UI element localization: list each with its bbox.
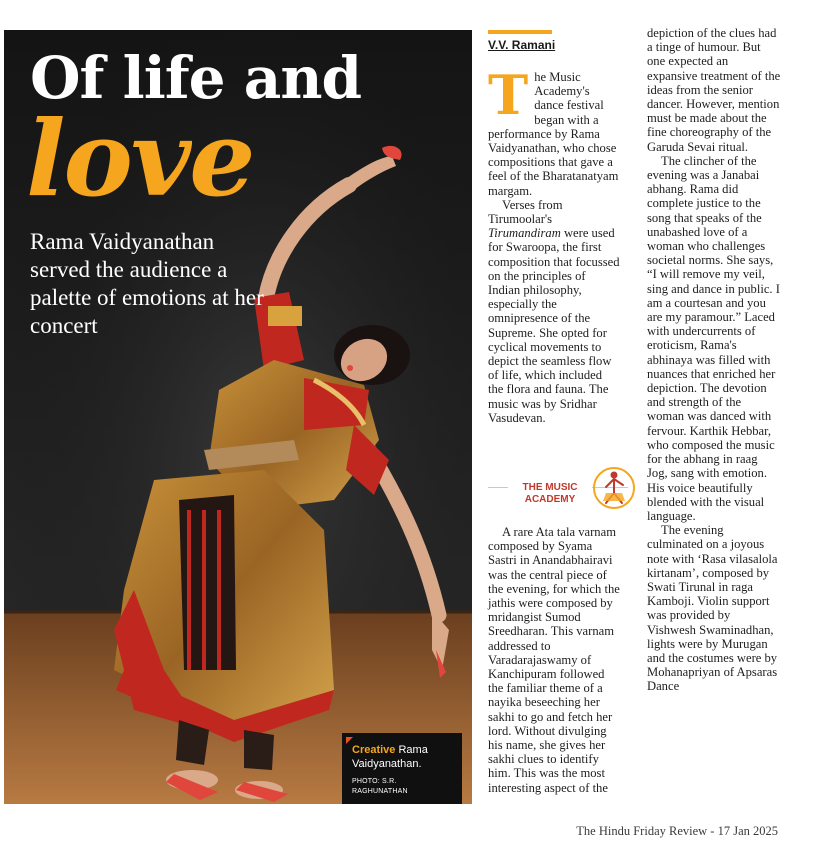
paragraph-2 bbox=[488, 198, 620, 425]
paragraph-4: The clincher of the evening was a Janabai abhang. Rama did complete justice to the song that speaks of the unabashed love of a woman who challenges societal norms. She says, “I will remove my veil, sing and dance in public. I am a courtesan and you are my paramour.” Laced with undercurrents of eroticism, Rama's abhinaya was filled with nuances that enriched her depiction. The devotion and strength of the woman was danced with fervour. Karthik Hebbar, who composed the music for the abhang in raag Jog, sang with emotion. His voice beautifully blended with the visual language. bbox=[647, 153, 780, 523]
caption-name-2: Vaidyanathan. bbox=[352, 758, 422, 770]
feature-photo bbox=[4, 30, 472, 804]
byline: V.V. Ramani bbox=[488, 38, 556, 52]
paragraph-3-continued: depiction of the clues had a tinge of humour. But one expected an expansive treatment of the ideas from the senior dancer. However, mention must be made about the fine choreography of the Garuda Sevai ritual. bbox=[647, 26, 781, 154]
article-column-1-top bbox=[488, 63, 620, 425]
photo-caption bbox=[342, 733, 462, 804]
paragraph-2-post: were used for Swaroopa, the first composition that focussed on the principles of Indian philosophy, especially the omnipresence of the Supreme. She opted for cyclical movements to depict the seamless flow of life, which included the flora and fauna. The music was by Sridhar Vasudevan. bbox=[488, 226, 620, 425]
caption-line-1 bbox=[352, 743, 454, 757]
caption-marker-icon bbox=[346, 737, 353, 744]
logo-text bbox=[508, 482, 592, 506]
byline-rule bbox=[488, 30, 552, 34]
headline-accent-word: love bbox=[26, 97, 254, 220]
music-academy-logo bbox=[488, 465, 638, 513]
drop-cap: T bbox=[488, 63, 529, 127]
photo-credit: PHOTO: S.R. RAGHUNATHAN bbox=[352, 778, 408, 795]
article-column-2 bbox=[647, 26, 781, 694]
dancer-icon bbox=[592, 465, 636, 511]
article-column-1-bottom bbox=[488, 525, 620, 795]
logo-line-2: ACADEMY bbox=[524, 494, 576, 505]
paragraph-2-italic: Tirumandiram bbox=[488, 226, 561, 241]
standfirst: Rama Vaidyanathan served the audience a palette of emotions at her concert bbox=[30, 229, 264, 338]
paragraph-1-text: he Music Academy's dance festival began with a performance by Rama Vaidyanathan, who chose compositions that gave a feel of the Bharatanatyam margam. bbox=[488, 70, 619, 198]
headline: Of life and bbox=[30, 44, 362, 112]
paragraph-5: The evening culminated on a joyous note with ‘Rasa vilasalola kirtanam’, composed by Swati Tirunal in raga Kamboji. Violin support was provided by Vishwesh Swaminadhan, lights were by Murugan and the costumes were by Mohanapriyan of Apsaras Dance bbox=[647, 523, 778, 694]
caption-name-1: Rama bbox=[395, 744, 428, 756]
publication-footer: The Hindu Friday Review - 17 Jan 2025 bbox=[576, 824, 778, 838]
logo-line-1: THE MUSIC bbox=[522, 482, 578, 493]
paragraph-3: A rare Ata tala varnam composed by Syama Sastri in Anandabhairavi was the central piece of the evening, for which the jathis were composed by mridangist Sumod Sreedharan. This varnam addressed to Varadarajaswamy of Kanchipuram followed the familiar theme of a nayika beseeching her sakhi to go and fetch her lord. Without divulging his name, she gives her sakhi clues to identify him. This was the most interesting aspect of the bbox=[488, 525, 620, 795]
caption-bold: Creative bbox=[352, 744, 396, 756]
paragraph-2-pre: Verses from Tirumoolar's bbox=[488, 197, 563, 227]
paragraph-1 bbox=[488, 63, 620, 198]
